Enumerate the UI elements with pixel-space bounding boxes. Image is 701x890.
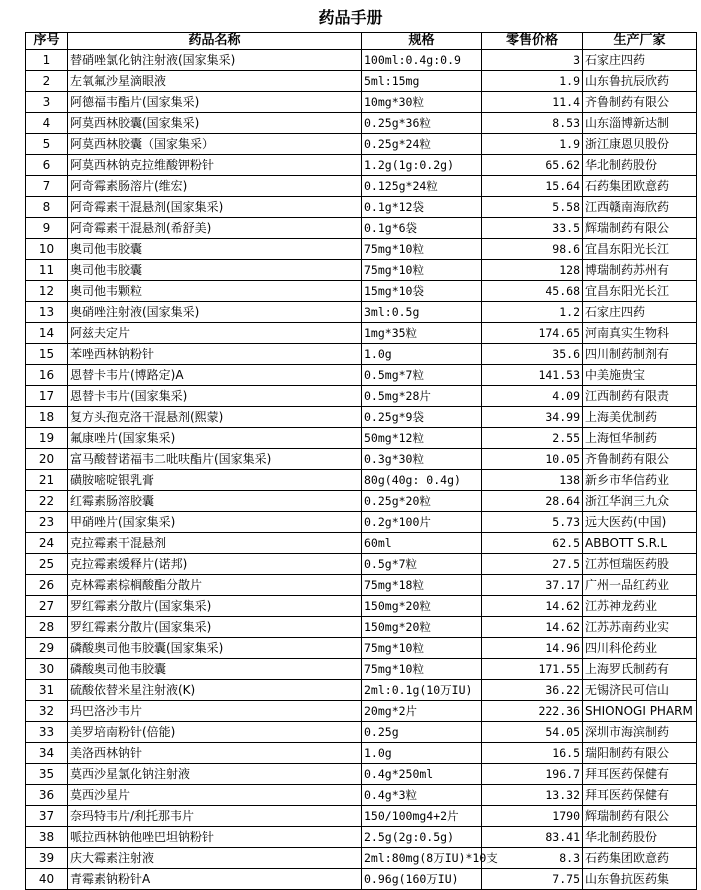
table-row: [26, 239, 697, 260]
cell-manufacturer: 浙江华润三九众: [583, 491, 697, 512]
cell-price: 13.32: [482, 785, 583, 806]
cell-spec: 2ml:0.1g(10万IU): [362, 680, 482, 701]
cell-drug-name: 替硝唑氯化钠注射液(国家集采): [68, 50, 362, 71]
cell-price: 2.55: [482, 428, 583, 449]
cell-manufacturer: 河南真实生物科: [583, 323, 697, 344]
cell-drug-name: 阿莫西林胶囊（国家集采）: [68, 134, 362, 155]
cell-manufacturer: 上海恒华制药: [583, 428, 697, 449]
cell-no: 3: [26, 92, 68, 113]
cell-drug-name: 磷酸奥司他韦胶囊(国家集采): [68, 638, 362, 659]
cell-drug-name: 克拉霉素缓释片(诺邦): [68, 554, 362, 575]
cell-price: 138: [482, 470, 583, 491]
cell-spec: 15mg*10袋: [362, 281, 482, 302]
cell-price: 14.62: [482, 617, 583, 638]
cell-drug-name: 红霉素肠溶胶囊: [68, 491, 362, 512]
cell-manufacturer: 石药集团欧意药: [583, 176, 697, 197]
cell-spec: 75mg*10粒: [362, 239, 482, 260]
cell-drug-name: 奥司他韦胶囊: [68, 239, 362, 260]
cell-spec: 150mg*20粒: [362, 596, 482, 617]
cell-drug-name: 哌拉西林钠他唑巴坦钠粉针: [68, 827, 362, 848]
cell-spec: 0.25g*36粒: [362, 113, 482, 134]
cell-drug-name: 富马酸替诺福韦二吡呋酯片(国家集采): [68, 449, 362, 470]
cell-spec: 75mg*18粒: [362, 575, 482, 596]
cell-no: 30: [26, 659, 68, 680]
cell-manufacturer: 上海美优制药: [583, 407, 697, 428]
cell-manufacturer: 博瑞制药苏州有: [583, 260, 697, 281]
cell-spec: 0.25g*20粒: [362, 491, 482, 512]
cell-manufacturer: 拜耳医药保健有: [583, 764, 697, 785]
table-row: [26, 869, 697, 890]
cell-drug-name: 硫酸依替米星注射液(K): [68, 680, 362, 701]
cell-spec: 75mg*10粒: [362, 260, 482, 281]
table-row: [26, 449, 697, 470]
cell-no: 17: [26, 386, 68, 407]
cell-spec: 0.4g*250ml: [362, 764, 482, 785]
table-row: [26, 302, 697, 323]
cell-no: 10: [26, 239, 68, 260]
cell-manufacturer: 华北制药股份: [583, 827, 697, 848]
cell-no: 22: [26, 491, 68, 512]
cell-price: 1.9: [482, 71, 583, 92]
cell-no: 37: [26, 806, 68, 827]
table-row: [26, 386, 697, 407]
cell-manufacturer: 江西制药有限责: [583, 386, 697, 407]
cell-spec: 1.2g(1g:0.2g): [362, 155, 482, 176]
table-row: [26, 638, 697, 659]
cell-manufacturer: 江苏恒瑞医药股: [583, 554, 697, 575]
cell-manufacturer: 辉瑞制药有限公: [583, 806, 697, 827]
table-row: [26, 428, 697, 449]
cell-drug-name: 苯唑西林钠粉针: [68, 344, 362, 365]
cell-manufacturer: 齐鲁制药有限公: [583, 449, 697, 470]
cell-drug-name: 克林霉素棕榈酸酯分散片: [68, 575, 362, 596]
table-row: [26, 512, 697, 533]
cell-no: 39: [26, 848, 68, 869]
cell-manufacturer: 远大医药(中国): [583, 512, 697, 533]
cell-drug-name: 阿莫西林钠克拉维酸钾粉针: [68, 155, 362, 176]
cell-price: 83.41: [482, 827, 583, 848]
cell-price: 27.5: [482, 554, 583, 575]
cell-spec: 1mg*35粒: [362, 323, 482, 344]
table-row: [26, 92, 697, 113]
cell-spec: 0.25g*9袋: [362, 407, 482, 428]
cell-spec: 50mg*12粒: [362, 428, 482, 449]
cell-drug-name: 甲硝唑片(国家集采): [68, 512, 362, 533]
cell-no: 19: [26, 428, 68, 449]
cell-no: 1: [26, 50, 68, 71]
cell-price: 16.5: [482, 743, 583, 764]
cell-price: 171.55: [482, 659, 583, 680]
table-row: [26, 554, 697, 575]
table-row: [26, 50, 697, 71]
table-row: [26, 533, 697, 554]
cell-price: 34.99: [482, 407, 583, 428]
cell-price: 45.68: [482, 281, 583, 302]
table-row: [26, 617, 697, 638]
cell-manufacturer: 江西赣南海欣药: [583, 197, 697, 218]
cell-price: 54.05: [482, 722, 583, 743]
cell-no: 24: [26, 533, 68, 554]
cell-drug-name: 磺胺嘧啶银乳膏: [68, 470, 362, 491]
table-row: [26, 281, 697, 302]
cell-spec: 75mg*10粒: [362, 659, 482, 680]
cell-price: 141.53: [482, 365, 583, 386]
cell-drug-name: 阿兹夫定片: [68, 323, 362, 344]
header-manufacturer: 生产厂家: [583, 33, 697, 50]
cell-spec: 0.5mg*28片: [362, 386, 482, 407]
cell-spec: 2ml:80mg(8万IU)*10支: [362, 848, 482, 869]
cell-manufacturer: 山东鲁抗医药集: [583, 869, 697, 890]
cell-price: 14.96: [482, 638, 583, 659]
table-row: [26, 365, 697, 386]
header-no: 序号: [26, 33, 68, 50]
cell-no: 11: [26, 260, 68, 281]
table-row: [26, 827, 697, 848]
cell-spec: 0.125g*24粒: [362, 176, 482, 197]
cell-manufacturer: 石药集团欧意药: [583, 848, 697, 869]
cell-drug-name: 莫西沙星片: [68, 785, 362, 806]
cell-no: 2: [26, 71, 68, 92]
cell-manufacturer: SHIONOGI PHARM: [583, 701, 697, 722]
table-row: [26, 113, 697, 134]
cell-spec: 5ml:15mg: [362, 71, 482, 92]
table-row: [26, 806, 697, 827]
cell-drug-name: 奥硝唑注射液(国家集采): [68, 302, 362, 323]
cell-manufacturer: 拜耳医药保健有: [583, 785, 697, 806]
table-row: [26, 848, 697, 869]
cell-no: 7: [26, 176, 68, 197]
cell-no: 27: [26, 596, 68, 617]
cell-no: 26: [26, 575, 68, 596]
cell-price: 10.05: [482, 449, 583, 470]
cell-no: 29: [26, 638, 68, 659]
cell-manufacturer: 江苏苏南药业实: [583, 617, 697, 638]
cell-drug-name: 恩替卡韦片(国家集采): [68, 386, 362, 407]
cell-price: 196.7: [482, 764, 583, 785]
cell-price: 5.58: [482, 197, 583, 218]
cell-spec: 0.25g*24粒: [362, 134, 482, 155]
cell-no: 38: [26, 827, 68, 848]
cell-price: 5.73: [482, 512, 583, 533]
cell-no: 36: [26, 785, 68, 806]
cell-spec: 75mg*10粒: [362, 638, 482, 659]
cell-no: 6: [26, 155, 68, 176]
cell-drug-name: 玛巴洛沙韦片: [68, 701, 362, 722]
cell-manufacturer: 山东淄博新达制: [583, 113, 697, 134]
cell-spec: 0.5mg*7粒: [362, 365, 482, 386]
cell-drug-name: 青霉素钠粉针A: [68, 869, 362, 890]
cell-manufacturer: 华北制药股份: [583, 155, 697, 176]
cell-price: 8.3: [482, 848, 583, 869]
cell-manufacturer: 宜昌东阳光长江: [583, 239, 697, 260]
cell-price: 98.6: [482, 239, 583, 260]
cell-drug-name: 罗红霉素分散片(国家集采): [68, 596, 362, 617]
table-row: [26, 344, 697, 365]
cell-price: 7.75: [482, 869, 583, 890]
cell-drug-name: 奈玛特韦片/利托那韦片: [68, 806, 362, 827]
cell-manufacturer: 宜昌东阳光长江: [583, 281, 697, 302]
cell-manufacturer: 石家庄四药: [583, 302, 697, 323]
cell-manufacturer: 瑞阳制药有限公: [583, 743, 697, 764]
cell-drug-name: 阿奇霉素干混悬剂(希舒美): [68, 218, 362, 239]
cell-spec: 0.1g*12袋: [362, 197, 482, 218]
cell-no: 33: [26, 722, 68, 743]
cell-spec: 10mg*30粒: [362, 92, 482, 113]
cell-manufacturer: 山东鲁抗辰欣药: [583, 71, 697, 92]
cell-spec: 0.1g*6袋: [362, 218, 482, 239]
cell-drug-name: 恩替卡韦片(博路定)A: [68, 365, 362, 386]
cell-no: 20: [26, 449, 68, 470]
cell-no: 32: [26, 701, 68, 722]
cell-price: 222.36: [482, 701, 583, 722]
cell-spec: 100ml:0.4g:0.9: [362, 50, 482, 71]
cell-price: 35.6: [482, 344, 583, 365]
cell-no: 18: [26, 407, 68, 428]
cell-drug-name: 阿德福韦酯片(国家集采): [68, 92, 362, 113]
cell-spec: 0.96g(160万IU): [362, 869, 482, 890]
table-row: [26, 71, 697, 92]
table-row: [26, 470, 697, 491]
cell-spec: 2.5g(2g:0.5g): [362, 827, 482, 848]
cell-no: 4: [26, 113, 68, 134]
table-row: [26, 701, 697, 722]
header-price: 零售价格: [482, 33, 583, 50]
cell-drug-name: 庆大霉素注射液: [68, 848, 362, 869]
cell-price: 11.4: [482, 92, 583, 113]
table-row: [26, 197, 697, 218]
cell-no: 34: [26, 743, 68, 764]
cell-drug-name: 阿莫西林胶囊(国家集采): [68, 113, 362, 134]
page-title: 药品手册: [318, 8, 383, 27]
cell-drug-name: 左氧氟沙星滴眼液: [68, 71, 362, 92]
cell-spec: 150mg*20粒: [362, 617, 482, 638]
cell-manufacturer: 广州一品红药业: [583, 575, 697, 596]
cell-manufacturer: 辉瑞制药有限公: [583, 218, 697, 239]
cell-no: 25: [26, 554, 68, 575]
cell-no: 31: [26, 680, 68, 701]
cell-no: 15: [26, 344, 68, 365]
cell-price: 1.9: [482, 134, 583, 155]
cell-spec: 3ml:0.5g: [362, 302, 482, 323]
cell-spec: 80g(40g: 0.4g): [362, 470, 482, 491]
cell-no: 8: [26, 197, 68, 218]
drug-table: [25, 32, 697, 890]
cell-no: 16: [26, 365, 68, 386]
cell-manufacturer: 江苏神龙药业: [583, 596, 697, 617]
cell-manufacturer: 浙江康恩贝股份: [583, 134, 697, 155]
cell-drug-name: 莫西沙星氯化钠注射液: [68, 764, 362, 785]
table-header-row: [26, 33, 697, 50]
cell-drug-name: 阿奇霉素肠溶片(维宏): [68, 176, 362, 197]
table-row: [26, 407, 697, 428]
table-row: [26, 155, 697, 176]
cell-spec: 1.0g: [362, 344, 482, 365]
cell-price: 4.09: [482, 386, 583, 407]
cell-price: 36.22: [482, 680, 583, 701]
cell-manufacturer: 四川科伦药业: [583, 638, 697, 659]
cell-price: 3: [482, 50, 583, 71]
cell-drug-name: 氟康唑片(国家集采): [68, 428, 362, 449]
cell-no: 14: [26, 323, 68, 344]
cell-no: 12: [26, 281, 68, 302]
cell-price: 14.62: [482, 596, 583, 617]
cell-price: 37.17: [482, 575, 583, 596]
cell-manufacturer: 无锡济民可信山: [583, 680, 697, 701]
header-drug-name: 药品名称: [68, 33, 362, 50]
cell-price: 8.53: [482, 113, 583, 134]
cell-drug-name: 罗红霉素分散片(国家集采): [68, 617, 362, 638]
table-row: [26, 218, 697, 239]
table-row: [26, 659, 697, 680]
table-row: [26, 785, 697, 806]
cell-spec: 0.5g*7粒: [362, 554, 482, 575]
table-row: [26, 323, 697, 344]
table-row: [26, 176, 697, 197]
cell-manufacturer: ABBOTT S.R.L: [583, 533, 697, 554]
cell-price: 28.64: [482, 491, 583, 512]
cell-price: 1790: [482, 806, 583, 827]
cell-spec: 0.25g: [362, 722, 482, 743]
cell-drug-name: 克拉霉素干混悬剂: [68, 533, 362, 554]
header-spec: 规格: [362, 33, 482, 50]
cell-price: 1.2: [482, 302, 583, 323]
table-row: [26, 596, 697, 617]
cell-spec: 150/100mg4+2片: [362, 806, 482, 827]
cell-spec: 0.2g*100片: [362, 512, 482, 533]
cell-price: 62.5: [482, 533, 583, 554]
cell-drug-name: 奥司他韦颗粒: [68, 281, 362, 302]
cell-spec: 0.3g*30粒: [362, 449, 482, 470]
table-row: [26, 491, 697, 512]
cell-spec: 20mg*2片: [362, 701, 482, 722]
cell-price: 65.62: [482, 155, 583, 176]
cell-no: 13: [26, 302, 68, 323]
cell-no: 23: [26, 512, 68, 533]
cell-price: 128: [482, 260, 583, 281]
cell-drug-name: 复方头孢克洛干混悬剂(熙蒙): [68, 407, 362, 428]
cell-no: 21: [26, 470, 68, 491]
table-row: [26, 722, 697, 743]
cell-no: 9: [26, 218, 68, 239]
cell-drug-name: 阿奇霉素干混悬剂(国家集采): [68, 197, 362, 218]
cell-manufacturer: 新乡市华信药业: [583, 470, 697, 491]
cell-spec: 1.0g: [362, 743, 482, 764]
cell-spec: 60ml: [362, 533, 482, 554]
table-row: [26, 680, 697, 701]
table-row: [26, 260, 697, 281]
cell-drug-name: 美罗培南粉针(倍能): [68, 722, 362, 743]
cell-price: 33.5: [482, 218, 583, 239]
table-row: [26, 134, 697, 155]
cell-drug-name: 美洛西林钠针: [68, 743, 362, 764]
cell-manufacturer: 上海罗氏制药有: [583, 659, 697, 680]
cell-no: 35: [26, 764, 68, 785]
cell-manufacturer: 四川制药制剂有: [583, 344, 697, 365]
cell-no: 28: [26, 617, 68, 638]
cell-spec: 0.4g*3粒: [362, 785, 482, 806]
cell-no: 40: [26, 869, 68, 890]
cell-manufacturer: 齐鲁制药有限公: [583, 92, 697, 113]
cell-price: 174.65: [482, 323, 583, 344]
cell-no: 5: [26, 134, 68, 155]
cell-manufacturer: 石家庄四药: [583, 50, 697, 71]
table-row: [26, 575, 697, 596]
cell-price: 15.64: [482, 176, 583, 197]
table-row: [26, 743, 697, 764]
cell-manufacturer: 中美施贵宝: [583, 365, 697, 386]
cell-drug-name: 磷酸奥司他韦胶囊: [68, 659, 362, 680]
table-row: [26, 764, 697, 785]
cell-drug-name: 奥司他韦胶囊: [68, 260, 362, 281]
cell-manufacturer: 深圳市海滨制药: [583, 722, 697, 743]
